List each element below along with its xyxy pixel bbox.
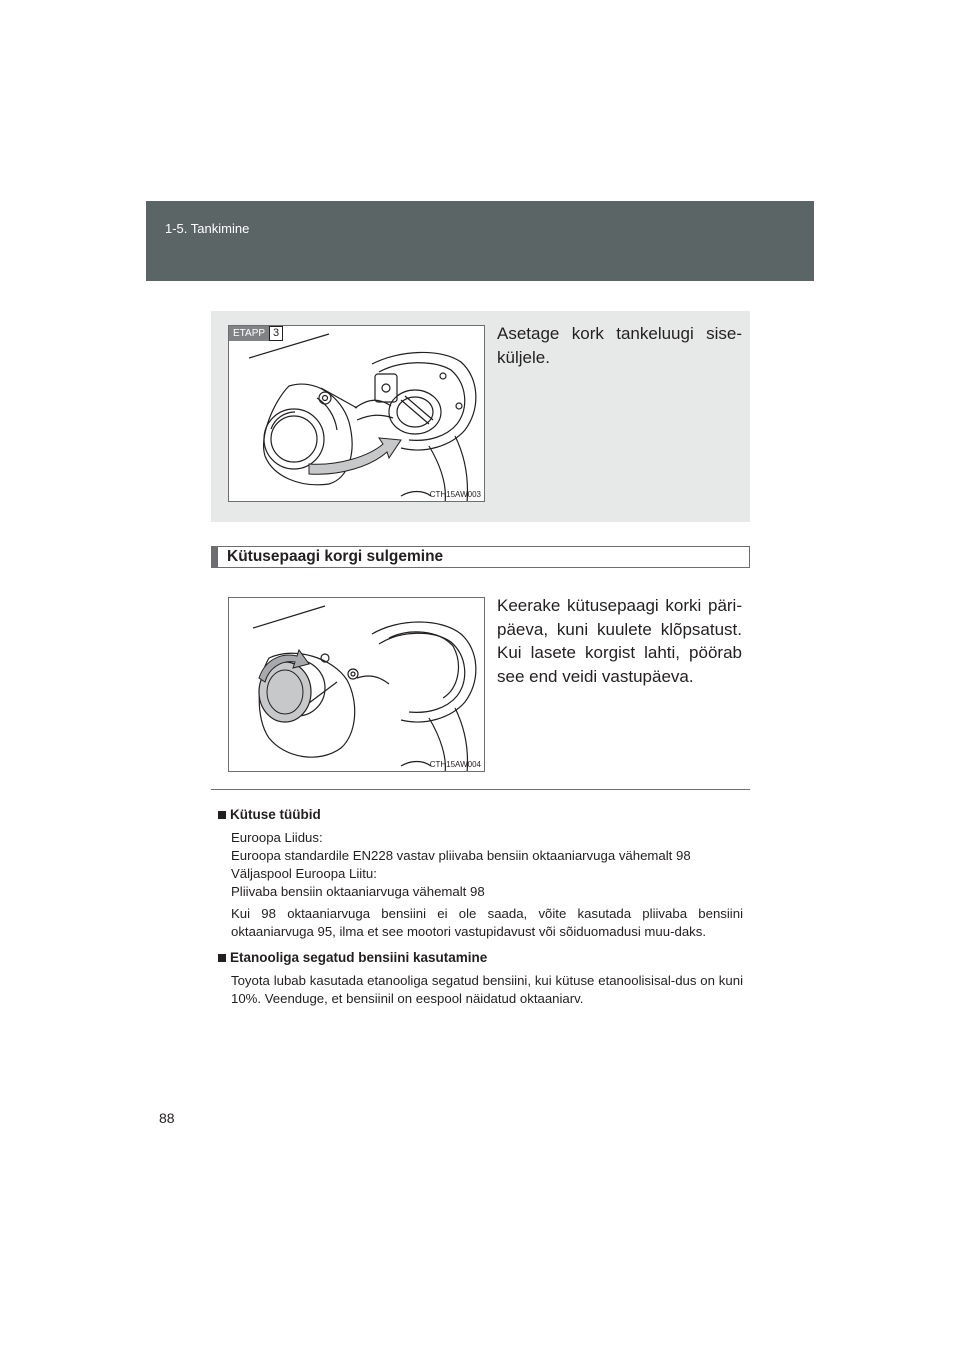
figure-code: CTH15AW003 <box>429 490 481 499</box>
page-number: 88 <box>159 1110 175 1126</box>
info-section <box>218 806 743 1016</box>
section-heading <box>211 546 750 568</box>
fuel-cap-closing-drawing <box>229 598 485 772</box>
fuel-types-line: Väljaspool Euroopa Liitu: <box>231 866 377 881</box>
fuel-cap-closing-illustration <box>228 597 485 772</box>
ethanol-heading <box>218 949 743 967</box>
section-heading-text: Kütusepaagi korgi sulgemine <box>227 548 444 565</box>
fuel-door-cap-holder-drawing <box>229 326 485 502</box>
fuel-types-line: Pliivaba bensiin oktaaniarvuga vähemalt 98 <box>231 884 485 899</box>
step-badge-label: ETAPP <box>229 326 269 341</box>
fuel-types-title: Kütuse tüübid <box>230 807 321 822</box>
heading-marker <box>212 547 218 567</box>
step-badge <box>229 326 283 341</box>
fuel-types-note: Kui 98 oktaaniarvuga bensiini ei ole saada, võite kasutada pliivaba bensiini oktaaniarvuga 95, ilma et see mootori vastupidavust või sõiduomadusi muu-daks. <box>231 906 743 939</box>
chapter-header-band <box>146 201 814 281</box>
fuel-types-line: Euroopa standardile EN228 vastav pliivaba bensiin oktaaniarvuga vähemalt 98 <box>231 848 691 863</box>
step-instruction: Asetage kork tankeluugi sise-küljele. <box>497 324 742 367</box>
fuel-types-body <box>218 829 743 941</box>
section-label: 1-5. Tankimine <box>165 221 250 236</box>
ethanol-text: Toyota lubab kasutada etanooliga segatud bensiini, kui kütuse etanoolisisal-dus on kuni 10%. Veenduge, et bensiinil on eespool näidatud oktaaniarv. <box>231 973 743 1006</box>
square-bullet-icon <box>218 954 226 962</box>
fuel-cap-placement-illustration <box>228 325 485 502</box>
figure-code: CTH15AW004 <box>429 760 481 769</box>
fuel-types-heading <box>218 806 743 824</box>
divider <box>211 789 750 790</box>
ethanol-body <box>218 972 743 1008</box>
closing-instruction: Keerake kütusepaagi korki päri-päeva, kuni kuulete klõpsatust. Kui lasete korgist lahti, pöörab see end veidi vastupäeva. <box>497 596 742 686</box>
ethanol-title: Etanooliga segatud bensiini kasutamine <box>230 950 488 965</box>
step-badge-number: 3 <box>269 326 283 341</box>
square-bullet-icon <box>218 811 226 819</box>
fuel-types-line: Euroopa Liidus: <box>231 830 323 845</box>
